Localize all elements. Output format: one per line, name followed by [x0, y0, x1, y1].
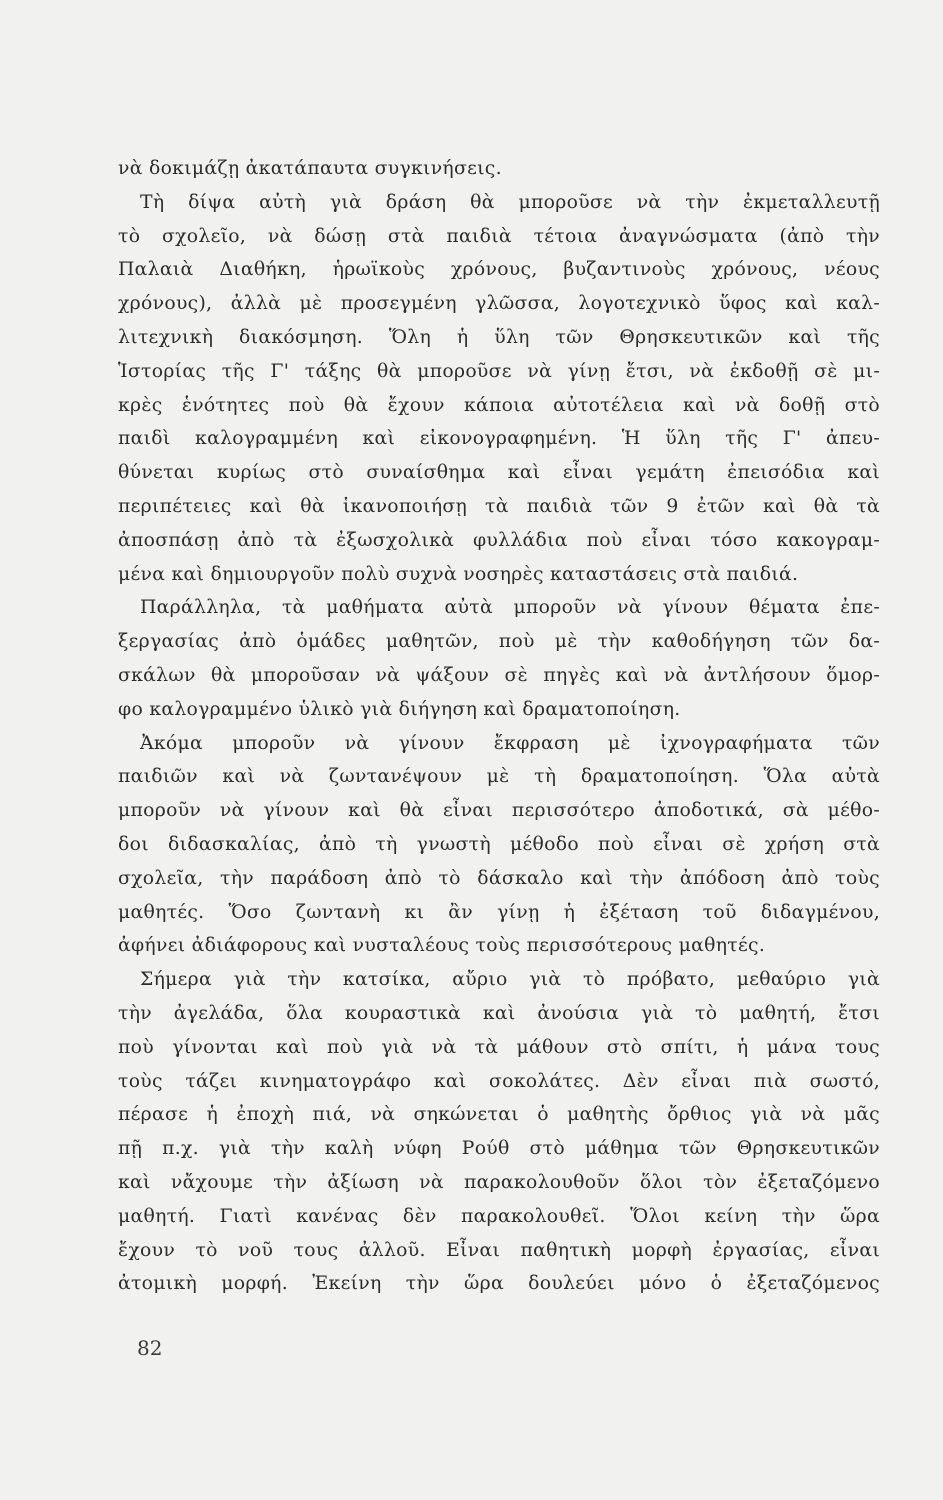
text-line: περιπέτειες καὶ θὰ ἱκανοποιήσῃ τὰ παιδιὰ τῶν 9 ἐτῶν καὶ θὰ τὰ	[118, 495, 880, 517]
text-line: λιτεχνικὴ διακόσμηση. Ὅλη ἡ ὕλη τῶν Θρησκευτικῶν καὶ τῆς	[118, 326, 880, 348]
text-line: καὶ νἄχουμε τὴν ἀξίωση νὰ παρακολουθοῦν ὅλοι τὸν ἐξεταζόμενο	[118, 1171, 880, 1193]
text-line: σχολεῖα, τὴν παράδοση ἀπὸ τὸ δάσκαλο καὶ τὴν ἀπόδοση ἀπὸ τοὺς	[118, 867, 880, 889]
text-line: μαθητή. Γιατὶ κανένας δὲν παρακολουθεῖ. Ὅλοι κείνη τὴν ὥρα	[118, 1205, 880, 1227]
text-line: μποροῦν νὰ γίνουν καὶ θὰ εἶναι περισσότερο ἀποδοτικά, σὰ μέθο-	[118, 800, 880, 822]
text-line: φο καλογραμμένο ὑλικὸ γιὰ διήγηση καὶ δραματοποίηση.	[118, 698, 681, 720]
text-line: πέρασε ἡ ἐποχὴ πιά, νὰ σηκώνεται ὁ μαθητὴς ὄρθιος γιὰ νὰ μᾶς	[118, 1104, 880, 1126]
text-line: μένα καὶ δημιουργοῦν πολὺ συχνὰ νοσηρὲς καταστάσεις στὰ παιδιά.	[118, 563, 799, 585]
text-line: δοι διδασκαλίας, ἀπὸ τὴ γνωστὴ μέθοδο ποὺ εἶναι σὲ χρήση στὰ	[118, 833, 880, 855]
text-line: ἀφήνει ἀδιάφορους καὶ νυσταλέους τοὺς περισσότερους μαθητές.	[118, 935, 766, 957]
text-line: τοὺς τάζει κινηματογράφο καὶ σοκολάτες. Δὲν εἶναι πιὰ σωστό,	[118, 1070, 880, 1092]
text-line: τὸ σχολεῖο, νὰ δώσῃ στὰ παιδιὰ τέτοια ἀναγνώσματα (ἀπὸ τὴν	[118, 225, 880, 247]
text-line: ἀποσπάσῃ ἀπὸ τὰ ἐξωσχολικὰ φυλλάδια ποὺ εἶναι τόσο κακογραμ-	[118, 529, 880, 551]
text-line: μαθητές. Ὅσο ζωντανὴ κι ἂν γίνῃ ἡ ἐξέταση τοῦ διδαγμένου,	[118, 901, 880, 923]
text-line: ἔχουν τὸ νοῦ τους ἀλλοῦ. Εἶναι παθητικὴ μορφὴ ἐργασίας, εἶναι	[118, 1239, 880, 1261]
text-line: παιδιῶν καὶ νὰ ζωντανέψουν μὲ τὴ δραματοποίηση. Ὅλα αὐτὰ	[118, 766, 880, 788]
text-line: παιδὶ καλογραμμένη καὶ εἰκονογραφημένη. Ἡ ὕλη τῆς Γ' ἀπευ-	[118, 428, 880, 450]
text-line: Σήμερα γιὰ τὴν κατσίκα, αὔριο γιὰ τὸ πρόβατο, μεθαύριο γιὰ	[140, 969, 880, 991]
text-line: κρὲς ἑνότητες ποὺ θὰ ἔχουν κάποια αὐτοτέλεια καὶ νὰ δοθῇ στὸ	[118, 394, 880, 416]
text-line: Παλαιὰ Διαθήκη, ἡρωϊκοὺς χρόνους, βυζαντινοὺς χρόνους, νέους	[118, 259, 880, 281]
text-line: ἀτομικὴ μορφή. Ἐκείνη τὴν ὥρα δουλεύει μόνο ὁ ἐξεταζόμενος	[118, 1273, 880, 1295]
text-line: θύνεται κυρίως στὸ συναίσθημα καὶ εἶναι γεμάτη ἐπεισόδια καὶ	[118, 462, 880, 484]
text-line: σκάλων θὰ μποροῦσαν νὰ ψάξουν σὲ πηγὲς καὶ νὰ ἀντλήσουν ὅμορ-	[118, 664, 880, 686]
text-line: Ἀκόμα μποροῦν νὰ γίνουν ἔκφραση μὲ ἰχνογραφήματα τῶν	[140, 732, 880, 754]
page-number: 82	[137, 1336, 163, 1360]
text-line: πῇ π.χ. γιὰ τὴν καλὴ νύφη Ρούθ στὸ μάθημα τῶν Θρησκευτικῶν	[118, 1138, 880, 1160]
text-line: Ἱστορίας τῆς Γ' τάξης θὰ μποροῦσε νὰ γίνῃ ἔτσι, νὰ ἐκδοθῇ σὲ μι-	[118, 360, 880, 382]
text-line: Παράλληλα, τὰ μαθήματα αὐτὰ μποροῦν νὰ γίνουν θέματα ἐπε-	[140, 597, 880, 619]
text-line: ξεργασίας ἀπὸ ὁμάδες μαθητῶν, ποὺ μὲ τὴν καθοδήγηση τῶν δα-	[118, 631, 880, 653]
text-line: ποὺ γίνονται καὶ ποὺ γιὰ νὰ τὰ μάθουν στὸ σπίτι, ἡ μάνα τους	[118, 1036, 880, 1058]
body-text	[118, 152, 880, 1301]
text-line: νὰ δοκιμάζῃ ἀκατάπαυτα συγκινήσεις.	[118, 158, 502, 179]
text-line: χρόνους), ἀλλὰ μὲ προσεγμένη γλῶσσα, λογοτεχνικὸ ὕφος καὶ καλ-	[118, 293, 880, 315]
text-line: Τὴ δίψα αὐτὴ γιὰ δράση θὰ μποροῦσε νὰ τὴν ἐκμεταλλευτῇ	[140, 191, 880, 213]
text-line: τὴν ἀγελάδα, ὅλα κουραστικὰ καὶ ἀνούσια γιὰ τὸ μαθητή, ἔτσι	[118, 1002, 880, 1024]
